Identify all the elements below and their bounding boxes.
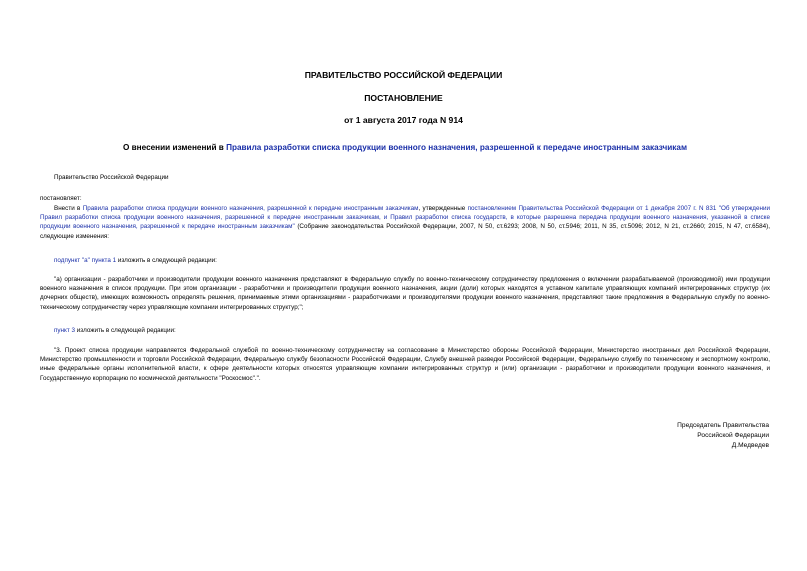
main-text-3: (Собрание законодательства Российской Федерации, 2007, N 50, ст.6293; 2008, N 50, ст.5946; 2011, N 35, ст.5096; 2012, N 21, ст.2660; 2015, N 47, ст.6584), следующие изменения: xyxy=(40,223,770,240)
amendment-2-quote: "3. Проект списка продукции направляется Федеральной службой по военно-техническому сотрудничеству на согласование в Министерство обороны Российской Федерации, Министерство иностранных дел Российской Федерации, Министерство промышленности и торговли Российской Федерации, Федеральную службу безопасности Российской Федерации, Службу внешней разведки Российской Федерации, Федеральную службу по техническому и экспортному контролю, иные федеральные органы исполнительной власти, к сфере деятельности которых относятся управляющие компании интегрированных структур и (или) организации - разработчики и производители продукции военного назначения, и Государственную корпорацию по космической деятельности "Роскосмос".". xyxy=(40,347,770,382)
rules-link[interactable]: Правила разработки списка продукции военного назначения, разрешенной к передаче иностранным заказчикам xyxy=(82,205,419,212)
document-date-number: от 1 августа 2017 года N 914 xyxy=(344,115,463,125)
decree-line: постановляет: xyxy=(40,195,82,202)
amendment-1-intro xyxy=(54,256,784,265)
subject-rules-link[interactable]: Правила разработки списка продукции военного назначения, разрешенной к передаче иностранным заказчикам xyxy=(226,143,687,152)
amendment-1-quote: "а) организации - разработчики и производители продукции военного назначения представляют в Федеральную службу по военно-техническому сотрудничеству предложения о включении разрабатываемой (производимой) ими продукции военного назначения в список продукции. При этом организации - разработчики и производители продукции военного назначения, акции (доли) которых находятся в уставном капитале управляющих компаний интегрированных структур (их дочерних обществ), имеющих возможность определять решения, принимаемые этими организациями - разработчиками и производителями продукции военного назначения, представляют такие предложения в Федеральную службу по военно-техническому сотрудничеству через управляющие компании интегрированных структур;"; xyxy=(40,276,770,311)
subparagraph-a-link[interactable]: подпункт "а" пункта 1 xyxy=(54,257,117,264)
main-text-2: , утвержденные xyxy=(418,205,468,212)
amendment-1-text: изложить в следующей редакции: xyxy=(116,257,217,264)
paragraph-3-link[interactable]: пункт 3 xyxy=(54,327,75,334)
signature-position: Председатель Правительства xyxy=(677,422,769,429)
document-type-title: ПОСТАНОВЛЕНИЕ xyxy=(364,93,443,103)
signature-country: Российской Федерации xyxy=(697,432,769,439)
main-paragraph xyxy=(40,204,770,241)
amendment-2-intro xyxy=(54,326,784,335)
signature-name: Д.Медведев xyxy=(731,442,769,449)
resolution-831-link[interactable]: постановлением Правительства Российской Федерации от 1 декабря 2007 г. N 831 "Об утверждении Правил разработки списка продукции военного назначения, разрешенной к передаче иностранным заказчикам, и Правил разработки списка государств, в которые разрешена передача продукции военного назначения, указанной в списке продукции военного назначения, разрешенной к передаче иностранным заказчикам" xyxy=(40,205,770,231)
issuer-line: Правительство Российской Федерации xyxy=(54,174,169,181)
amendment-2-text: изложить в следующей редакции: xyxy=(75,327,176,334)
document-subject xyxy=(40,143,770,152)
subject-prefix: О внесении изменений в xyxy=(123,143,227,152)
government-title: ПРАВИТЕЛЬСТВО РОССИЙСКОЙ ФЕДЕРАЦИИ xyxy=(304,70,503,80)
main-text-1: Внести в xyxy=(54,205,83,212)
